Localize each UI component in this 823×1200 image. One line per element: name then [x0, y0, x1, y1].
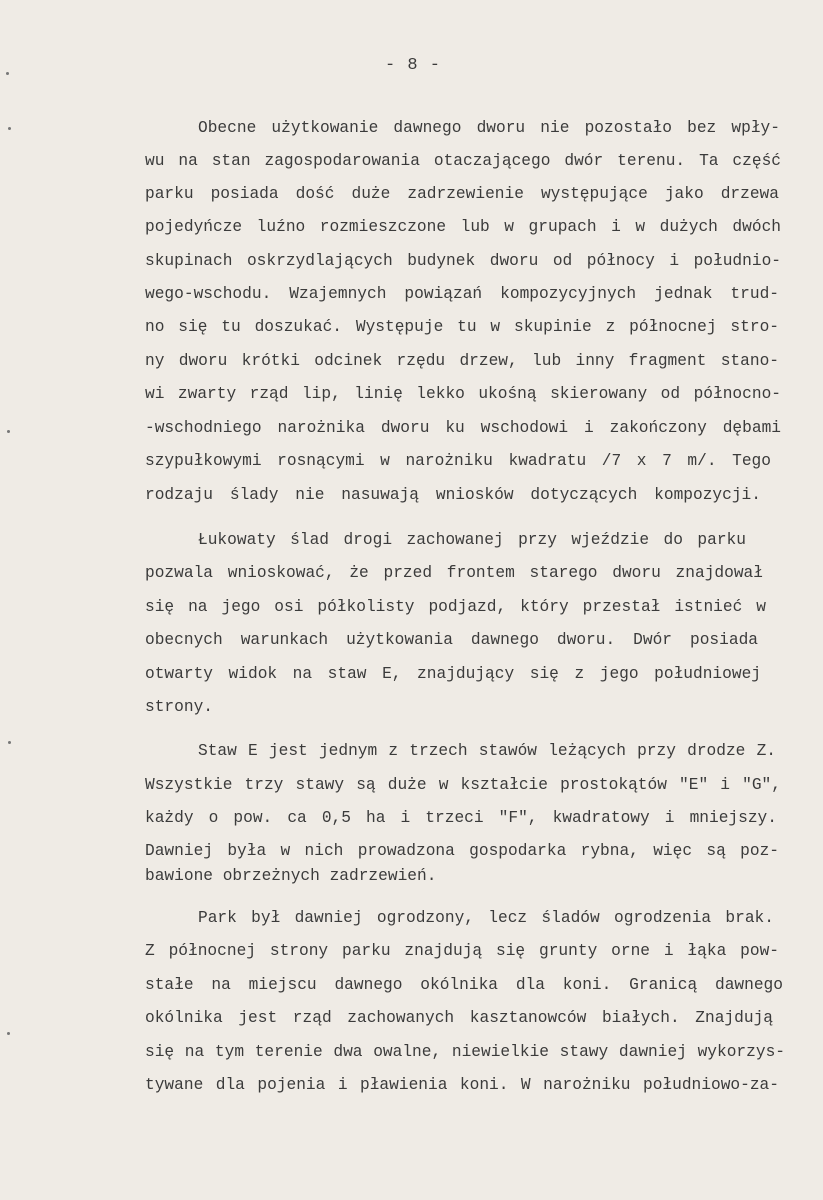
- text-line: otwarty widok na staw E, znajdujący się z jego południowej: [145, 665, 761, 683]
- text-line: Staw E jest jednym z trzech stawów leżących przy drodze Z.: [198, 742, 776, 760]
- text-line: stałe na miejscu dawnego okólnika dla koni. Granicą dawnego: [145, 976, 783, 994]
- text-line: pojedyńcze luźno rozmieszczone lub w grupach i w dużych dwóch: [145, 218, 781, 236]
- text-line: Z północnej strony parku znajdują się grunty orne i łąka pow-: [145, 942, 779, 960]
- text-line: szypułkowymi rosnącymi w narożniku kwadratu /7 x 7 m/. Tego: [145, 452, 771, 470]
- text-line: parku posiada dość duże zadrzewienie występujące jako drzewa: [145, 185, 779, 203]
- page-number: - 8 -: [385, 56, 442, 75]
- text-line: bawione obrzeżnych zadrzewień.: [145, 867, 437, 885]
- text-line: się na tym terenie dwa owalne, niewielkie stawy dawniej wykorzys-: [145, 1043, 785, 1061]
- text-line: skupinach oskrzydlających budynek dworu od północy i południo-: [145, 252, 781, 270]
- text-line: Dawniej była w nich prowadzona gospodarka rybna, więc są poz-: [145, 842, 779, 860]
- text-line: ny dworu krótki odcinek rzędu drzew, lub inny fragment stano-: [145, 352, 779, 370]
- text-line: no się tu doszukać. Występuje tu w skupinie z północnej stro-: [145, 318, 779, 336]
- text-line: Wszystkie trzy stawy są duże w kształcie prostokątów "E" i "G",: [145, 776, 781, 794]
- binding-hole-mark: [7, 1032, 10, 1035]
- text-line: strony.: [145, 698, 213, 716]
- text-line: rodzaju ślady nie nasuwają wniosków dotyczących kompozycji.: [145, 486, 761, 504]
- text-line: każdy o pow. ca 0,5 ha i trzeci "F", kwadratowy i mniejszy.: [145, 809, 777, 827]
- text-line: -wschodniego narożnika dworu ku wschodowi i zakończony dębami: [145, 419, 781, 437]
- text-line: tywane dla pojenia i pławienia koni. W narożniku południowo-za-: [145, 1076, 779, 1094]
- text-line: pozwala wnioskować, że przed frontem starego dworu znajdował: [145, 564, 763, 582]
- text-line: wego-wschodu. Wzajemnych powiązań kompozycyjnych jednak trud-: [145, 285, 779, 303]
- text-line: obecnych warunkach użytkowania dawnego dworu. Dwór posiada: [145, 631, 758, 649]
- text-line: wu na stan zagospodarowania otaczającego dwór terenu. Ta część: [145, 152, 781, 170]
- text-line: Obecne użytkowanie dawnego dworu nie pozostało bez wpły-: [198, 119, 780, 137]
- binding-hole-mark: [8, 127, 11, 130]
- binding-hole-mark: [7, 430, 10, 433]
- text-line: wi zwarty rząd lip, linię lekko ukośną skierowany od północno-: [145, 385, 781, 403]
- binding-hole-mark: [6, 72, 9, 75]
- binding-hole-mark: [8, 741, 11, 744]
- text-line: okólnika jest rząd zachowanych kasztanowców białych. Znajdują: [145, 1009, 773, 1027]
- text-line: Park był dawniej ogrodzony, lecz śladów ogrodzenia brak.: [198, 909, 774, 927]
- text-line: Łukowaty ślad drogi zachowanej przy wjeździe do parku: [198, 531, 746, 549]
- text-line: się na jego osi półkolisty podjazd, który przestał istnieć w: [145, 598, 766, 616]
